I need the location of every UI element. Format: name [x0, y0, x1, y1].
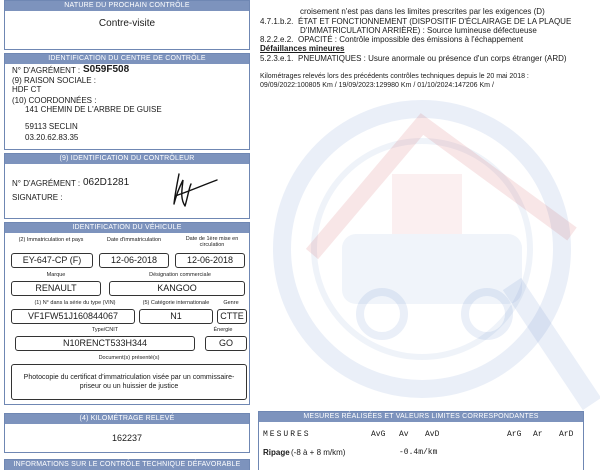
centre-agreement-label: N° D'AGRÉMENT : — [12, 66, 81, 75]
defect-info-section — [4, 459, 250, 470]
measures-col-avg: AvG — [371, 430, 386, 439]
type-value: N10RENCT533H344 — [15, 336, 195, 351]
controller-agreement-label: N° D'AGRÉMENT : — [12, 179, 81, 188]
reg-value: EY-647-CP (F) — [11, 253, 93, 268]
energy-label: Énergie — [213, 327, 233, 333]
defect-code-2: 8.2.2.e.2. — [260, 35, 294, 44]
centre-city: 59113 SECLIN — [25, 122, 78, 131]
centre-name-label: (9) RAISON SOCIALE : — [12, 76, 97, 85]
watermark-logo — [272, 84, 600, 414]
brand-value: RENAULT — [11, 281, 101, 296]
defect-line-1b: D'IMMATRICULATION ARRIÈRE) : Source lumineuse défectueuse — [300, 26, 537, 35]
vehicle-header: IDENTIFICATION DU VÉHICULE — [5, 223, 249, 233]
genre-value: CTTE — [217, 309, 247, 324]
date-first-value: 12-06-2018 — [175, 253, 245, 268]
category-value: N1 — [139, 309, 213, 324]
model-value: KANGOO — [109, 281, 245, 296]
next-control-header: NATURE DU PROCHAIN CONTRÔLE — [5, 1, 249, 11]
controller-agreement-value: 062D1281 — [83, 177, 130, 188]
next-control-section — [4, 0, 250, 50]
category-label: (5) Catégorie internationale — [142, 300, 210, 306]
docs-label: Document(s) présenté(s) — [98, 355, 160, 361]
measures-col-avd: AvD — [425, 430, 440, 439]
controller-signature-label: SIGNATURE : — [12, 193, 63, 202]
measures-col-label: MESURES — [263, 430, 311, 439]
date-reg-value: 12-06-2018 — [99, 253, 169, 268]
controller-header: (9) IDENTIFICATION DU CONTRÔLEUR — [5, 154, 249, 164]
defect-text-3: PNEUMATIQUES : Usure anormale ou présence d'un corps étranger (ARD) — [298, 54, 567, 63]
measures-col-ard: ArD — [559, 430, 574, 439]
measures-col-arg: ArG — [507, 430, 522, 439]
defect-line-3 — [260, 54, 567, 64]
centre-agreement-value: S059F508 — [83, 64, 130, 75]
docs-value: Photocopie du certificat d'immatriculation visée par un commissaire-priseur ou un huissier de justice — [11, 364, 247, 400]
minor-defects-title: Défaillances mineures — [260, 44, 345, 53]
mileage-section — [4, 413, 250, 453]
vin-value: VF1FW51J160844067 — [11, 309, 135, 324]
km-history-line-1: Kilométrages relevés lors des précédents contrôles techniques depuis le 20 mai 2018 : — [260, 73, 529, 80]
defect-code-1: 4.7.1.b.2. — [260, 17, 294, 26]
ripage-range: (-8 à + 8 m/km) — [291, 448, 346, 457]
ripage-label: Ripage — [263, 448, 290, 457]
model-label: Désignation commerciale — [149, 272, 211, 278]
defect-line-0: croisement n'est pas dans les limites prescrites par les exigences (D) — [300, 7, 545, 16]
centre-address: 141 CHEMIN DE L'ARBRE DE GUISE — [25, 105, 162, 114]
centre-section — [4, 53, 250, 150]
reg-label: (2) Immatriculation et pays — [18, 237, 84, 243]
genre-label: Genre — [223, 300, 239, 306]
centre-phone: 03.20.62.83.35 — [25, 133, 79, 142]
vehicle-section — [4, 222, 250, 405]
controller-section — [4, 153, 250, 219]
measures-col-av: Av — [399, 430, 409, 439]
date-reg-label: Date d'immatriculation — [106, 237, 162, 243]
defect-text-1: ÉTAT ET FONCTIONNEMENT (DISPOSITIF D'ÉCLAIRAGE DE LA PLAQUE — [298, 17, 572, 26]
defect-info-header: INFORMATIONS SUR LE CONTRÔLE TECHNIQUE DÉFAVORABLE — [5, 460, 249, 470]
centre-coords-label: (10) COORDONNÉES : — [12, 96, 97, 105]
measures-header: MESURES RÉALISÉES ET VALEURS LIMITES CORRESPONDANTES — [259, 412, 583, 422]
signature-drawing — [155, 166, 225, 214]
defect-text-2: OPACITÉ : Contrôle impossible des émissions à l'échappement — [298, 35, 524, 44]
measures-col-ar: Ar — [533, 430, 543, 439]
centre-header: IDENTIFICATION DU CENTRE DE CONTRÔLE — [5, 54, 249, 64]
vin-label: (1) N° dans la série du type (VIN) — [34, 300, 116, 306]
km-history-line-2: 09/09/2022:100805 Km / 19/09/2023:129980 Km / 01/10/2024:147206 Km / — [260, 82, 494, 89]
measures-section — [258, 411, 584, 470]
type-label: Type/CNIT — [91, 327, 119, 333]
mileage-value: 162237 — [111, 433, 143, 443]
defect-code-3: 5.2.3.e.1. — [260, 54, 294, 63]
date-first-label: Date de 1ère mise en circulation — [185, 236, 239, 248]
right-column — [258, 0, 600, 470]
brand-label: Marque — [46, 272, 66, 278]
mileage-header: (4) KILOMÉTRAGE RELEVÉ — [5, 414, 249, 424]
energy-value: GO — [205, 336, 247, 351]
left-column — [4, 0, 256, 470]
next-control-value: Contre-visite — [98, 18, 156, 29]
centre-name-value: HDF CT — [12, 85, 42, 94]
ripage-value: -0.4m/km — [399, 448, 438, 457]
